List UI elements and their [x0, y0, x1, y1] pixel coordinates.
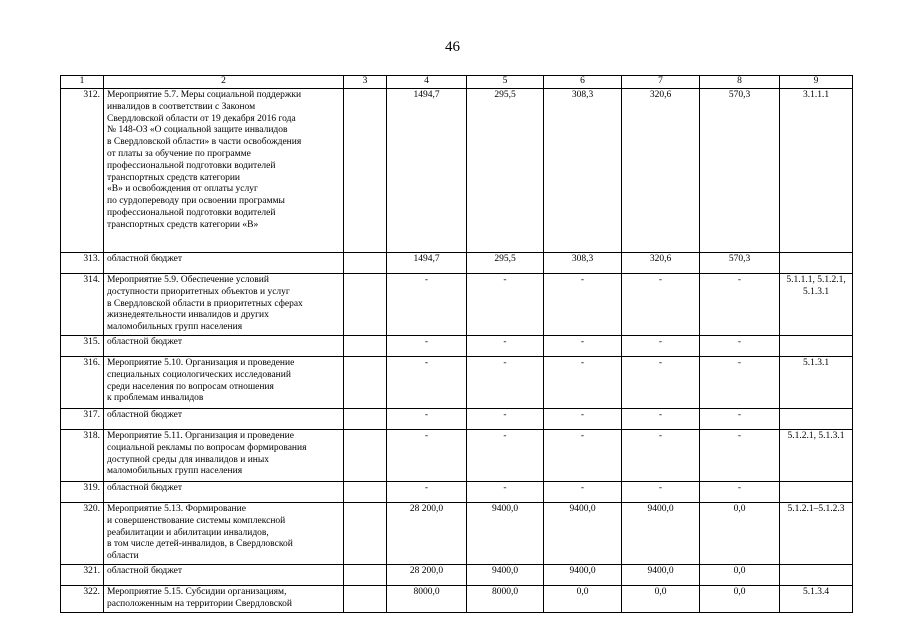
row-col3-cell [344, 565, 387, 586]
row-value-col5-cell: - [467, 430, 544, 482]
row-value-col8-cell: 570,3 [700, 89, 780, 253]
table-row [61, 409, 853, 430]
row-col3-cell [344, 586, 387, 613]
row-value-total-cell: 1494,7 [387, 89, 467, 253]
row-description-cell: областной бюджет [104, 482, 344, 503]
header-cell: 5 [467, 76, 544, 89]
header-cell: 9 [780, 76, 853, 89]
row-value-col8-cell: - [700, 430, 780, 482]
row-value-col5-cell: - [467, 409, 544, 430]
row-col3-cell [344, 430, 387, 482]
table-row [61, 89, 853, 253]
table-row [61, 357, 853, 409]
row-value-col8-cell: - [700, 482, 780, 503]
row-value-col5-cell: 295,5 [467, 253, 544, 274]
row-value-col7-cell: - [622, 482, 700, 503]
row-target-link-cell [780, 253, 853, 274]
row-description-cell: Мероприятие 5.9. Обеспечение условий доступности приоритетных объектов и услуг в Свердловской области в приоритетных сферах жизнедеятельности инвалидов и других маломобильных групп населения [104, 274, 344, 336]
row-description-cell: Мероприятие 5.7. Меры социальной поддержки инвалидов в соответствии с Законом Свердловской области от 19 декабря 2016 года № 148-ОЗ «О социальной защите инвалидов в Свердловской области» в части освобождения от платы за обучение по программе профессиональной подготовки водителей транспортных средств категории «В» и освобождения от оплаты услуг по сурдопереводу при освоении программы профессиональной подготовки водителей транспортных средств категории «В» [104, 89, 344, 253]
row-value-total-cell: - [387, 336, 467, 357]
row-col3-cell [344, 503, 387, 565]
row-value-col8-cell: - [700, 357, 780, 409]
table-header-row [61, 76, 853, 89]
row-value-col5-cell: 8000,0 [467, 586, 544, 613]
header-cell: 1 [61, 76, 104, 89]
row-value-col7-cell: 320,6 [622, 89, 700, 253]
row-col3-cell [344, 336, 387, 357]
row-description-cell: областной бюджет [104, 253, 344, 274]
row-number-cell: 322. [61, 586, 104, 613]
row-target-link-cell: 5.1.3.1 [780, 357, 853, 409]
page-number: 46 [445, 39, 460, 55]
row-value-total-cell: 28 200,0 [387, 503, 467, 565]
table-row [61, 274, 853, 336]
row-value-col6-cell: 308,3 [544, 253, 622, 274]
row-target-link-cell: 5.1.3.4 [780, 586, 853, 613]
row-number-cell: 318. [61, 430, 104, 482]
row-value-col6-cell: - [544, 336, 622, 357]
table-row [61, 430, 853, 482]
row-target-link-cell: 3.1.1.1 [780, 89, 853, 253]
row-value-total-cell: - [387, 274, 467, 336]
row-number-cell: 321. [61, 565, 104, 586]
row-value-col5-cell: 295,5 [467, 89, 544, 253]
table-row [61, 565, 853, 586]
row-target-link-cell: 5.1.2.1, 5.1.3.1 [780, 430, 853, 482]
row-value-col7-cell: 0,0 [622, 586, 700, 613]
row-target-link-cell: 5.1.2.1–5.1.2.3 [780, 503, 853, 565]
row-value-col7-cell: 9400,0 [622, 565, 700, 586]
row-value-total-cell: 28 200,0 [387, 565, 467, 586]
row-value-col6-cell: - [544, 357, 622, 409]
header-cell: 7 [622, 76, 700, 89]
row-col3-cell [344, 253, 387, 274]
row-value-col8-cell: 570,3 [700, 253, 780, 274]
header-cell: 6 [544, 76, 622, 89]
table-row [61, 253, 853, 274]
row-number-cell: 319. [61, 482, 104, 503]
row-number-cell: 316. [61, 357, 104, 409]
row-value-col8-cell: 0,0 [700, 586, 780, 613]
row-value-col7-cell: 9400,0 [622, 503, 700, 565]
table-row [61, 482, 853, 503]
row-number-cell: 312. [61, 89, 104, 253]
row-value-total-cell: - [387, 482, 467, 503]
header-cell: 4 [387, 76, 467, 89]
row-number-cell: 320. [61, 503, 104, 565]
row-value-col8-cell: - [700, 409, 780, 430]
row-col3-cell [344, 482, 387, 503]
row-description-cell: областной бюджет [104, 336, 344, 357]
row-value-total-cell: - [387, 357, 467, 409]
program-table [60, 75, 853, 613]
row-value-col6-cell: 9400,0 [544, 503, 622, 565]
row-target-link-cell [780, 336, 853, 357]
row-value-col5-cell: 9400,0 [467, 503, 544, 565]
row-value-col6-cell: - [544, 430, 622, 482]
row-value-col8-cell: 0,0 [700, 503, 780, 565]
row-target-link-cell: 5.1.1.1, 5.1.2.1, 5.1.3.1 [780, 274, 853, 336]
row-value-total-cell: 1494,7 [387, 253, 467, 274]
row-value-col8-cell: - [700, 336, 780, 357]
row-value-col6-cell: - [544, 482, 622, 503]
row-value-col6-cell: - [544, 274, 622, 336]
table-row [61, 336, 853, 357]
row-description-cell: Мероприятие 5.11. Организация и проведение социальной рекламы по вопросам формирования доступной среды для инвалидов и иных маломобильных групп населения [104, 430, 344, 482]
row-value-col6-cell: - [544, 409, 622, 430]
row-value-col5-cell: - [467, 482, 544, 503]
row-col3-cell [344, 409, 387, 430]
row-value-col7-cell: - [622, 409, 700, 430]
row-value-col7-cell: - [622, 336, 700, 357]
table-row [61, 503, 853, 565]
row-col3-cell [344, 274, 387, 336]
row-number-cell: 315. [61, 336, 104, 357]
row-target-link-cell [780, 482, 853, 503]
row-value-col5-cell: - [467, 274, 544, 336]
row-target-link-cell [780, 409, 853, 430]
row-value-col5-cell: - [467, 336, 544, 357]
row-value-col6-cell: 308,3 [544, 89, 622, 253]
row-description-cell: Мероприятие 5.10. Организация и проведение специальных социологических исследований среди населения по вопросам отношения к проблемам инвалидов [104, 357, 344, 409]
row-value-col6-cell: 0,0 [544, 586, 622, 613]
header-cell: 2 [104, 76, 344, 89]
row-col3-cell [344, 357, 387, 409]
row-description-cell: Мероприятие 5.15. Субсидии организациям, расположенным на территории Свердловской [104, 586, 344, 613]
row-value-total-cell: 8000,0 [387, 586, 467, 613]
row-value-col5-cell: 9400,0 [467, 565, 544, 586]
row-number-cell: 313. [61, 253, 104, 274]
row-value-col8-cell: - [700, 274, 780, 336]
row-value-col7-cell: - [622, 430, 700, 482]
row-description-cell: Мероприятие 5.13. Формирование и совершенствование системы комплексной реабилитации и абилитации инвалидов, в том числе детей-инвалидов, в Свердловской области [104, 503, 344, 565]
row-description-cell: областной бюджет [104, 409, 344, 430]
row-value-total-cell: - [387, 430, 467, 482]
row-value-col7-cell: - [622, 274, 700, 336]
header-cell: 3 [344, 76, 387, 89]
row-value-col7-cell: 320,6 [622, 253, 700, 274]
row-value-col7-cell: - [622, 357, 700, 409]
row-value-col6-cell: 9400,0 [544, 565, 622, 586]
row-value-total-cell: - [387, 409, 467, 430]
row-col3-cell [344, 89, 387, 253]
row-value-col5-cell: - [467, 357, 544, 409]
row-value-col8-cell: 0,0 [700, 565, 780, 586]
row-number-cell: 314. [61, 274, 104, 336]
table-row [61, 586, 853, 613]
row-description-cell: областной бюджет [104, 565, 344, 586]
row-target-link-cell [780, 565, 853, 586]
header-cell: 8 [700, 76, 780, 89]
row-number-cell: 317. [61, 409, 104, 430]
